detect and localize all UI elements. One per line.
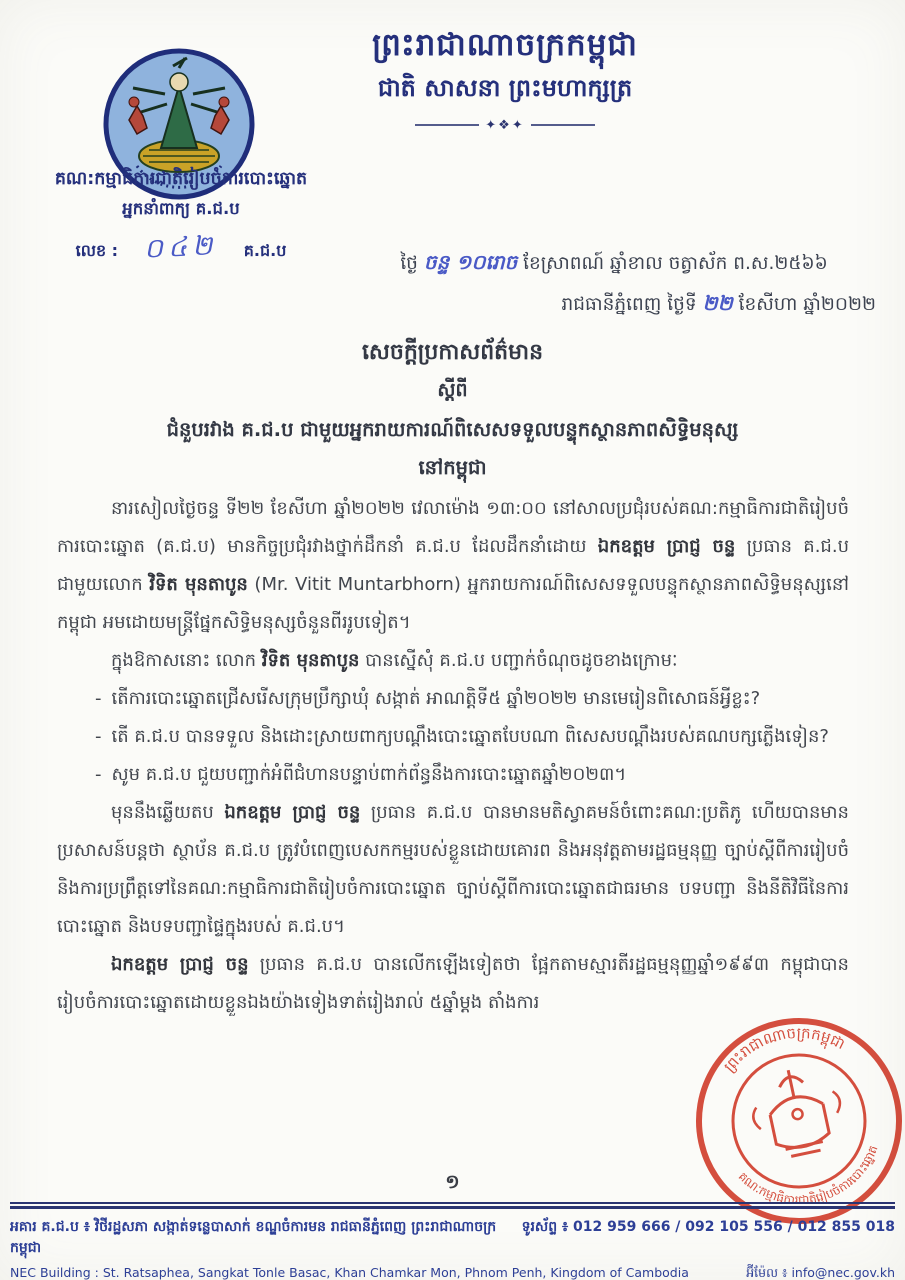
text-run: មុននឹងឆ្លើយតប xyxy=(111,802,225,823)
person-name: ឯកឧត្ដម ប្រាជ្ញ ចន្ទ xyxy=(597,536,736,557)
ornament-line xyxy=(415,124,479,126)
reference-number-line xyxy=(8,231,354,270)
national-motto: ជាតិ សាសនា ព្រះមហាក្សត្រ xyxy=(377,73,633,102)
page-number: ១ xyxy=(445,1171,460,1193)
bullet-text: តើការបោះឆ្នោតជ្រើសរើសក្រុមប្រឹក្សាឃុំ សង្កាត់ អាណត្តិទី៥ ឆ្នាំ២០២២ មានមេរៀនពិសោធន៍អ្វីខ្លះ? xyxy=(111,688,761,709)
phone-numbers: 012 959 666 / 092 105 556 / 012 855 018 xyxy=(573,1219,895,1235)
title-line-4: នៅកម្ពុជា xyxy=(418,456,487,480)
paragraph xyxy=(57,794,849,946)
footer-row-english xyxy=(10,1265,895,1280)
footer-address-en: NEC Building : St. Ratsaphea, Sangkat Tonle Basac, Khan Chamkar Mon, Phnom Penh, Kingdom of Cambodia xyxy=(10,1265,689,1280)
dateline-block xyxy=(340,248,888,320)
footer-email xyxy=(732,1265,895,1280)
text-run: បានស្នើសុំ គ.ជ.ប បញ្ជាក់ចំណុចដូចខាងក្រោមៈ xyxy=(359,650,678,671)
bullet-item xyxy=(95,756,849,794)
date-suffix: ខែស្រាពណ៍ ឆ្នាំខាល ចត្វាស័ក ព.ស.២៥៦៦ xyxy=(523,253,828,274)
text-run: ក្នុងឱកាសនោះ លោក xyxy=(111,650,262,671)
ref-number-handwritten: ០៤២ xyxy=(143,230,219,266)
ornament-line xyxy=(531,124,595,126)
email-address: info@nec.gov.kh xyxy=(791,1265,895,1280)
paragraph xyxy=(57,490,849,642)
text-run: ប្រធាន គ.ជ.ប បានលើកឡើងទៀតថា ផ្អែកតាមស្មារតីរដ្ឋធម្មនុញ្ញឆ្នាំ១៩៩៣ កម្ពុជាបានរៀបចំការបោះឆ្នោតដោយខ្លួនឯងយ៉ាងទៀងទាត់រៀងរាល់ ៥ឆ្នាំម្ដង តាំងការ xyxy=(57,954,849,1013)
paragraph xyxy=(57,946,849,1022)
footer-rule xyxy=(10,1202,895,1209)
bullet-dash: - xyxy=(95,688,102,709)
org-subtitle: អ្នកនាំពាក្យ គ.ជ.ប xyxy=(122,199,240,219)
org-block xyxy=(8,166,354,270)
gregorian-date-line xyxy=(340,290,888,320)
kingdom-title: ព្រះរាជាណាចក្រកម្ពុជា xyxy=(372,27,638,63)
footer-row-khmer xyxy=(10,1217,895,1259)
title-line-1: សេចក្ដីប្រកាសព័ត៌មាន xyxy=(361,340,544,365)
text-run: ប្រធាន គ.ជ.ប បានមានមតិស្វាគមន៍ចំពោះគណ:ប្រតិភូ ហើយបានមានប្រសាសន៍បន្តថា ស្ថាប័ន គ.ជ.ប ត្រូវបំពេញបេសកកម្មរបស់ខ្លួនដោយគោរព និងអនុវត្តតាមរដ្ឋធម្មនុញ្ញ ច្បាប់ស្ដីពីការរៀបចំ និងការប្រព្រឹត្តទៅនៃគណ:កម្មាធិការជាតិរៀបចំការបោះឆ្នោត ច្បាប់ស្ដីពីការបោះឆ្នោតជាធរមាន បទបញ្ជា និងនីតិវិធីនៃការបោះឆ្នោត និងបទបញ្ជាផ្ទៃក្នុងរបស់ គ.ជ.ប។ xyxy=(57,802,849,937)
text-run: (Mr. Vitit Muntarbhorn) អ្នករាយការណ៍ពិសេសទទួលបន្ទុកស្ថានភាពសិទ្ធិមនុស្សនៅកម្ពុជា អមដោយមន្ត្រីផ្នែកសិទ្ធិមនុស្សចំនួនពីររូបទៀត។ xyxy=(57,574,849,633)
date-prefix: រាជធានីភ្នំពេញ ថ្ងៃទី xyxy=(561,293,697,315)
text-run: នារសៀលថ្ងៃចន្ទ ទី២២ ខែសីហា ឆ្នាំ២០២២ វេលាម៉ោង ១៣:០០ នៅសាលប្រជុំរបស់គណ:កម្មាធិការជាតិរៀបចំការបោះឆ្នោត (គ.ជ.ប) មានកិច្ចប្រជុំរវាងថ្នាក់ដឹកនាំ គ.ជ.ប ដែលដឹកនាំដោយ xyxy=(57,498,849,557)
date-handwritten: ២២ xyxy=(702,290,733,315)
footer-phone xyxy=(508,1217,895,1238)
date-suffix: ខែសីហា ឆ្នាំ២០២២ xyxy=(738,293,876,315)
bullet-dash: - xyxy=(95,726,102,747)
email-label: អ៊ីម៉ែល ៖ xyxy=(746,1265,788,1280)
stamp-ring-top-text: ព្រះរាជាណាចក្រកម្ពុជា xyxy=(720,1023,849,1076)
person-name: ឯកឧត្ដម ប្រាជ្ញ ចន្ទ xyxy=(224,802,361,823)
lunar-date-line xyxy=(340,248,888,277)
phone-label: ទូរស័ព្ទ ៖ xyxy=(521,1219,569,1235)
paragraph xyxy=(57,642,849,680)
date-prefix: ថ្ងៃ xyxy=(400,253,418,274)
person-name: វិទិត មុនតាបូន xyxy=(261,650,360,671)
title-line-3: ជំនួបរវាង គ.ជ.ប ជាមួយអ្នករាយការណ៍ពិសេសទទួលបន្ទុកស្ថានភាពសិទ្ធិមនុស្ស xyxy=(166,417,739,441)
org-name: គណ:កម្មាធិការជាតិរៀបចំការបោះឆ្នោត xyxy=(54,169,308,189)
ornament-divider xyxy=(270,118,740,133)
text-run: ប្រធាន គ.ជ.ប ជាមួយលោក xyxy=(57,536,849,595)
national-header xyxy=(270,26,740,133)
bullet-item xyxy=(95,718,849,756)
ref-label: លេខ : xyxy=(75,241,119,261)
person-name: វិទិត មុនតាបូន xyxy=(149,574,248,595)
bullet-text: សូម គ.ជ.ប ជួយបញ្ជាក់អំពីជំហានបន្ទាប់ពាក់ព័ន្ធនឹងការបោះឆ្នោតឆ្នាំ២០២៣។ xyxy=(111,764,627,785)
document-title xyxy=(40,338,865,482)
title-line-2: ស្ដីពី xyxy=(437,378,468,401)
bullet-dash: - xyxy=(95,764,102,785)
ref-suffix: គ.ជ.ប xyxy=(243,241,287,261)
stamp-ring-bottom-text: គណៈកម្មាធិការជាតិរៀបចំការបោះឆ្នោត xyxy=(735,1143,881,1208)
bullet-text: តើ គ.ជ.ប បានទទួល និងដោះស្រាយពាក្យបណ្ដឹងបោះឆ្នោតបែបណា ពិសេសបណ្ដឹងរបស់គណបក្សភ្លើងទៀន? xyxy=(111,726,829,747)
ornament-glyph-icon: ✦❖✦ xyxy=(485,117,525,133)
footer-address-km: អគារ គ.ជ.ប ៖ វិថីរដ្ឋសភា សង្កាត់ទន្លេបាសាក់ ខណ្ឌចំការមន រាជធានីភ្នំពេញ ព្រះរាជាណាចក្រកម្ពុជា xyxy=(10,1219,497,1256)
footer xyxy=(10,1202,895,1280)
date-handwritten: ចន្ទ ១០រោច xyxy=(423,250,518,274)
person-name: ឯកឧត្ដម ប្រាជ្ញ ចន្ទ xyxy=(111,954,249,975)
bullet-item xyxy=(95,680,849,718)
